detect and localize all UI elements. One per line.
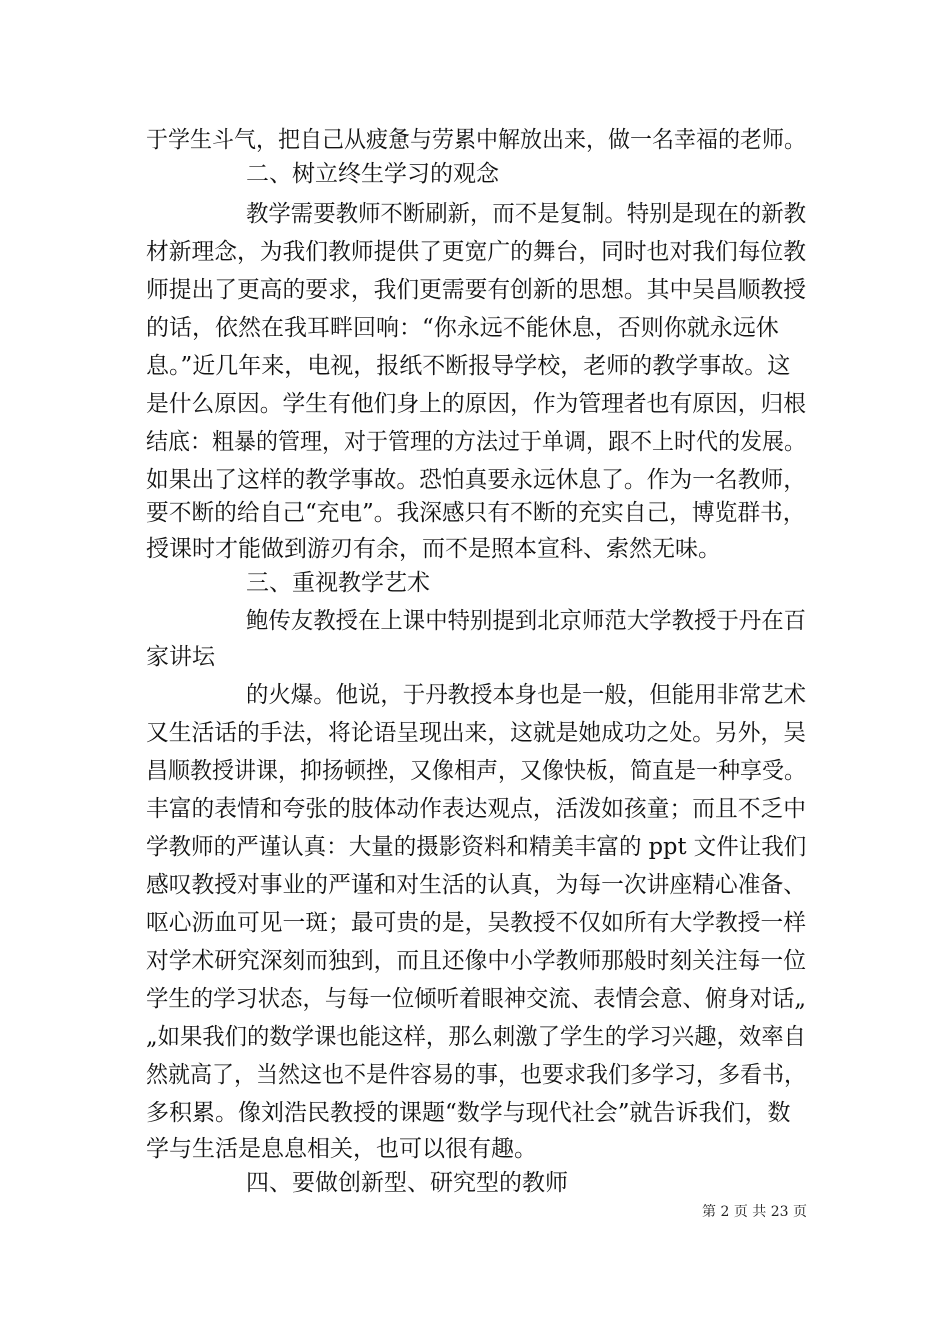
section-heading: 二、树立终生学习的观念 <box>246 161 499 187</box>
body-line: 昌顺教授讲课，抑扬顿挫，又像相声，又像快板，简直是一种享受。 <box>146 758 806 784</box>
body-line: 鲍传友教授在上课中特别提到北京师范大学教授于丹在百 <box>246 608 806 634</box>
section-heading: 三、重视教学艺术 <box>246 570 430 596</box>
body-line: 师提出了更高的要求，我们更需要有创新的思想。其中吴昌顺教授 <box>146 277 806 303</box>
body-line: 学生的学习状态，与每一位倾听着眼神交流、表情会意、俯身对话„ <box>146 986 806 1012</box>
body-line: 然就高了，当然这也不是件容易的事，也要求我们多学习，多看书， <box>146 1062 806 1088</box>
body-line: 材新理念，为我们教师提供了更宽广的舞台，同时也对我们每位教 <box>146 239 806 265</box>
body-line: 教学需要教师不断刷新，而不是复制。特别是现在的新教 <box>246 201 806 227</box>
body-line: 授课时才能做到游刃有余，而不是照本宣科、索然无味。 <box>146 536 721 562</box>
body-line: 家讲坛 <box>146 644 215 670</box>
body-line: 是什么原因。学生有他们身上的原因，作为管理者也有原因，归根 <box>146 391 806 417</box>
body-line: 丰富的表情和夸张的肢体动作表达观点，活泼如孩童；而且不乏中 <box>146 796 806 822</box>
body-line: 感叹教授对事业的严谨和对生活的认真，为每一次讲座精心准备、 <box>146 872 806 898</box>
section-heading: 四、要做创新型、研究型的教师 <box>246 1170 568 1196</box>
body-line: 呕心沥血可见一斑；最可贵的是，吴教授不仅如所有大学教授一样 <box>146 910 806 936</box>
body-line: 结底：粗暴的管理，对于管理的方法过于单调，跟不上时代的发展。 <box>146 429 806 455</box>
body-line: „如果我们的数学课也能这样，那么刺激了学生的学习兴趣，效率自 <box>146 1024 806 1050</box>
body-line: 对学术研究深刻而独到，而且还像中小学教师那般时刻关注每一位 <box>146 948 806 974</box>
page-number: 第 2 页 共 23 页 <box>702 1204 807 1220</box>
body-line: 的火爆。他说，于丹教授本身也是一般，但能用非常艺术 <box>246 682 806 708</box>
body-line: 如果出了这样的教学事故。恐怕真要永远休息了。作为一名教师， <box>146 467 806 493</box>
body-line: 学与生活是息息相关，也可以很有趣。 <box>146 1136 537 1162</box>
body-line: 于学生斗气，把自己从疲惫与劳累中解放出来，做一名幸福的老师。 <box>146 127 806 153</box>
body-line: 的话，依然在我耳畔回响：“你永远不能休息，否则你就永远休 <box>146 315 779 341</box>
body-line: 多积累。像刘浩民教授的课题“数学与现代社会”就告诉我们，数 <box>146 1100 791 1126</box>
body-line: 要不断的给自己“充电”。我深感只有不断的充实自己，博览群书， <box>146 500 806 526</box>
body-line: 学教师的严谨认真：大量的摄影资料和精美丰富的 ppt 文件让我们 <box>146 834 807 860</box>
body-line: 息。”近几年来，电视，报纸不断报导学校，老师的教学事故。这 <box>146 353 791 379</box>
body-line: 又生活话的手法，将论语呈现出来，这就是她成功之处。另外，吴 <box>146 720 806 746</box>
